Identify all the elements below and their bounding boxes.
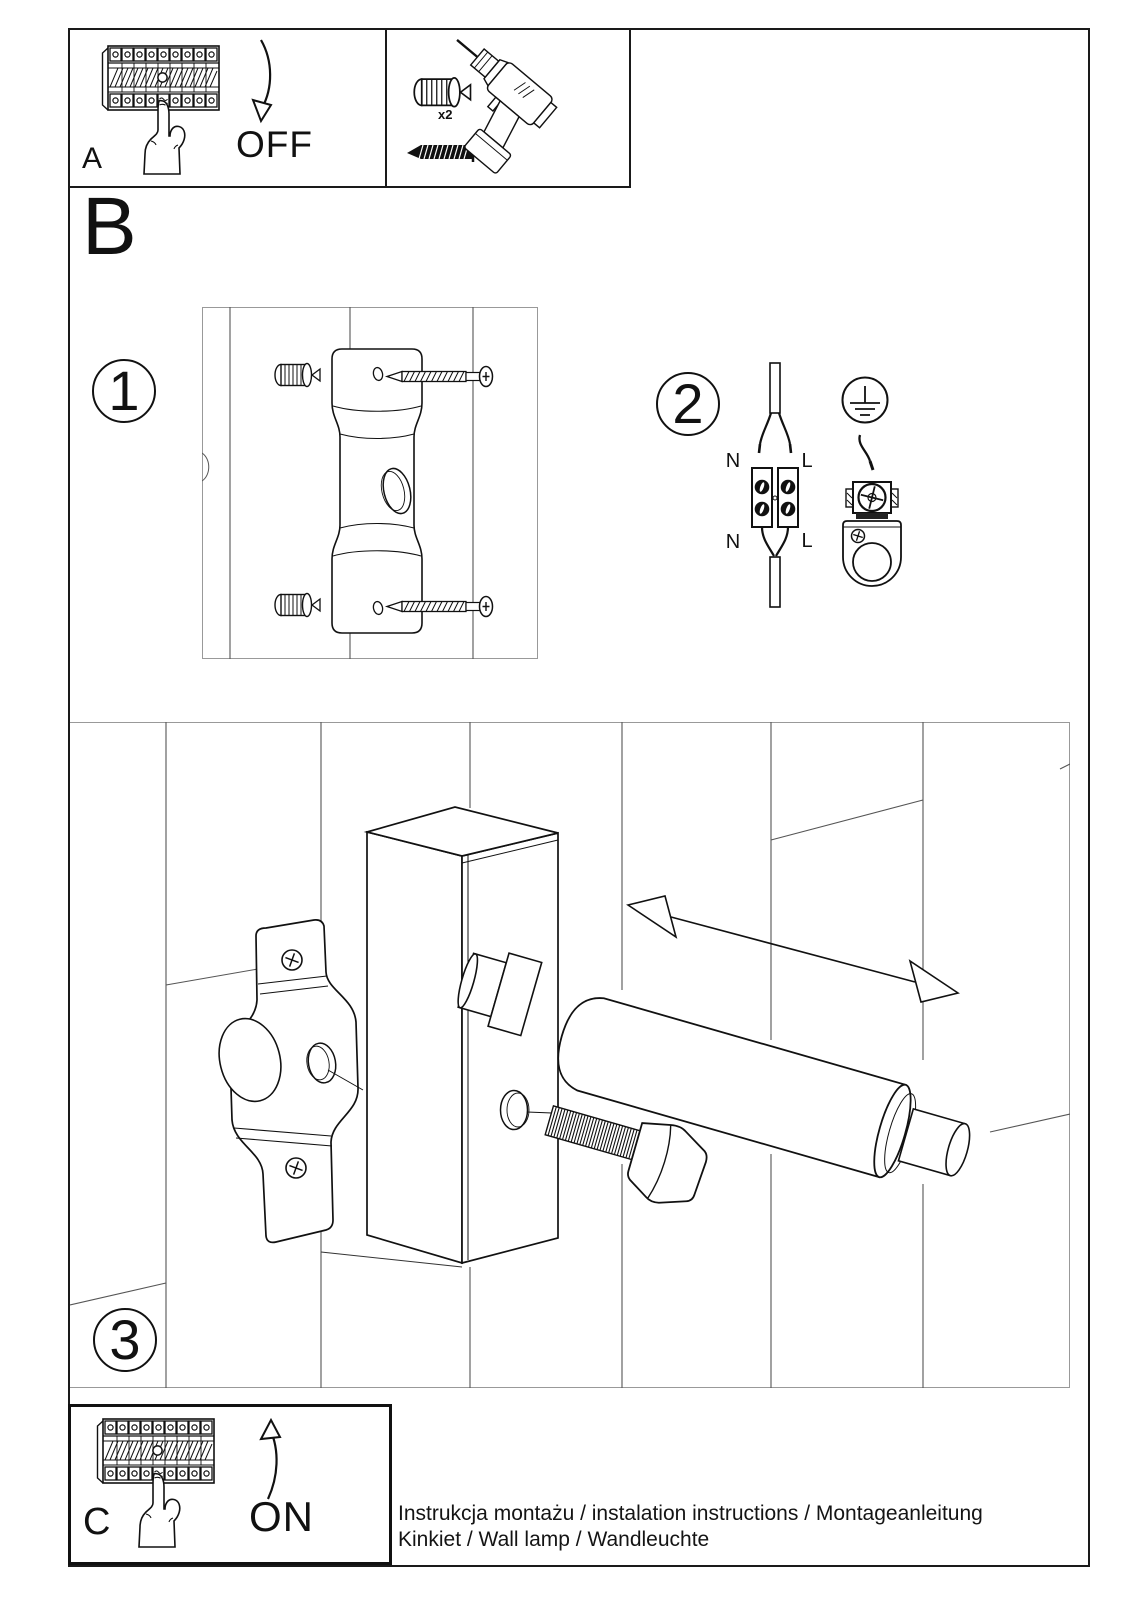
neutral-label-bottom: N [725, 531, 741, 553]
arrow-up-icon [261, 1420, 280, 1499]
footer-line-product: Kinkiet / Wall lamp / Wandleuchte [398, 1528, 710, 1551]
power-on-illustration [71, 1407, 389, 1562]
line-label-bottom: L [801, 530, 813, 552]
slide-arrow-icon [628, 896, 958, 1002]
mounting-bracket-icon [332, 349, 422, 633]
bolt-hole [501, 1091, 528, 1130]
off-label: OFF [236, 124, 313, 165]
mounting-bracket-icon [211, 920, 363, 1243]
anchor-count-label: x2 [438, 107, 453, 122]
ground-symbol-icon [843, 378, 888, 423]
step-3-illustration [70, 722, 1070, 1388]
wall-plug-icon [414, 78, 470, 107]
breaker-panel-icon [98, 1419, 215, 1547]
arrow-down-icon [253, 40, 271, 121]
step-1-illustration [202, 307, 538, 659]
step-2-illustration [700, 340, 915, 625]
section-b-label: B [82, 181, 137, 272]
screw-icon [407, 142, 473, 162]
neutral-label-top: N [725, 450, 741, 472]
step-a-label: A [82, 142, 103, 175]
line-label-top: L [801, 450, 813, 472]
power-off-illustration [68, 28, 385, 186]
on-label: ON [249, 1493, 314, 1540]
step-1-number: 1 [108, 359, 140, 422]
lamp-tube [549, 990, 981, 1198]
step-c-box [68, 1404, 392, 1565]
footer [398, 1501, 983, 1553]
ground-terminal-icon [843, 435, 901, 586]
breaker-panel-icon [103, 46, 220, 174]
step-2-badge [656, 372, 720, 436]
step-a-box [68, 28, 387, 188]
terminal-block-wiring-icon [752, 363, 798, 607]
tools-box [387, 28, 631, 188]
step-3-number: 3 [109, 1308, 141, 1371]
step-1-badge [92, 359, 156, 423]
tools-illustration [387, 28, 629, 186]
step-3-badge [93, 1308, 157, 1372]
step-c-label: C [83, 1501, 111, 1543]
footer-line-title: Instrukcja montażu / instalation instructions / Montageanleitung [398, 1502, 983, 1525]
step-2-number: 2 [672, 372, 704, 435]
